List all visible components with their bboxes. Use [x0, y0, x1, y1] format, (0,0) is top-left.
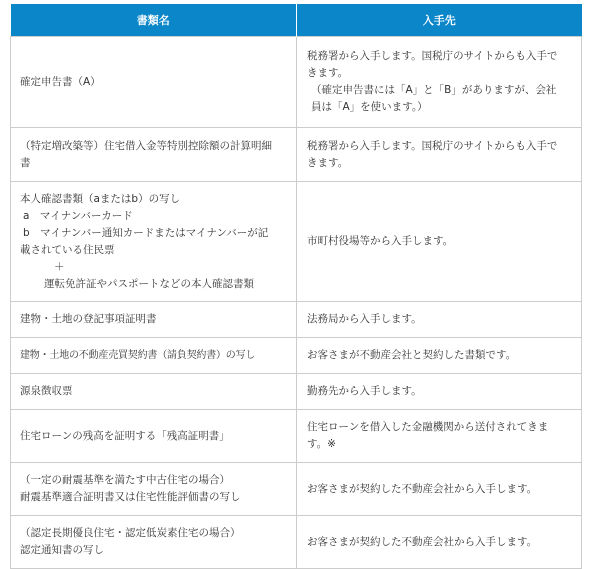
source-cell [297, 37, 582, 128]
header-document-name: 書類名 [11, 4, 297, 37]
source-line: 法務局から入手します。 [307, 313, 422, 325]
document-name-line: 認定通知書の写し [20, 544, 104, 556]
source-cell [297, 410, 582, 463]
source-cell [297, 374, 582, 410]
source-line: （確定申告書には「A」と「B」がありますが、会社 [311, 84, 557, 96]
document-name-line: b マイナンバー通知カードまたはマイナンバーが記 [23, 226, 269, 239]
source-line: お客さまが契約した不動産会社から入手します。 [307, 535, 538, 548]
document-name-line: （認定長期優良住宅・認定低炭素住宅の場合） [20, 527, 241, 539]
table-row [11, 128, 582, 182]
table-row [11, 37, 582, 128]
source-cell [297, 182, 582, 302]
source-line: きます。 [307, 67, 349, 79]
document-name-line: a マイナンバーカード [23, 209, 133, 222]
source-cell [297, 128, 582, 182]
documents-table [10, 4, 582, 569]
document-name-line: （一定の耐震基準を満たす中古住宅の場合） [20, 474, 230, 486]
document-name-line: 本人確認書類（aまたはb）の写し [20, 192, 181, 205]
document-name-cell [11, 302, 297, 338]
source-cell [297, 516, 582, 569]
table-row [11, 410, 582, 463]
source-line: す。※ [307, 438, 336, 450]
table-row [11, 182, 582, 302]
document-name-line: 運転免許証やパスポートなどの本人確認書類 [44, 277, 254, 290]
document-name-cell [11, 128, 297, 182]
header-source: 入手先 [297, 4, 582, 37]
source-line: 税務署から入手します。国税庁のサイトからも入手で [307, 139, 558, 152]
source-cell [297, 463, 582, 516]
document-name-line: 確定申告書（A） [20, 75, 101, 88]
document-name-line: 耐震基準適合証明書又は住宅性能評価書の写し [20, 491, 241, 503]
table-header-row [11, 4, 582, 37]
source-line: 市町村役場等から入手します。 [307, 235, 454, 247]
source-line: お客さまが不動産会社と契約した書類です。 [307, 349, 517, 361]
source-line: お客さまが契約した不動産会社から入手します。 [307, 482, 538, 495]
source-line: 住宅ローンを借入した金融機関から送付されてきま [307, 421, 549, 433]
table-row [11, 516, 582, 569]
document-name-line: 建物・土地の登記事項証明書 [20, 313, 157, 325]
document-name-line: 源泉徴収票 [20, 385, 73, 397]
document-name-cell [11, 374, 297, 410]
document-name-cell [11, 37, 297, 128]
document-name-line: ＋ [54, 260, 65, 273]
document-name-cell [11, 338, 297, 374]
document-name-line: 載されている住民票 [20, 243, 115, 256]
source-cell [297, 302, 582, 338]
document-name-cell [11, 182, 297, 302]
document-name-cell [11, 516, 297, 569]
document-name-cell [11, 410, 297, 463]
table-row [11, 463, 582, 516]
document-name-line: 住宅ローンの残高を証明する「残高証明書」 [20, 429, 230, 442]
document-name-line: （特定増改築等）住宅借入金等特別控除額の計算明細 [20, 139, 272, 152]
source-line: 税務署から入手します。国税庁のサイトからも入手で [307, 50, 558, 62]
source-line: 員は「A」を使います。） [311, 101, 428, 113]
document-name-line: 建物・土地の不動産売買契約書（請負契約書）の写し [20, 350, 256, 361]
document-name-line: 書 [20, 156, 31, 169]
document-name-cell [11, 463, 297, 516]
table-row [11, 338, 582, 374]
source-line: きます。 [307, 156, 349, 169]
table-row [11, 302, 582, 338]
source-line: 勤務先から入手します。 [307, 385, 422, 397]
table-row [11, 374, 582, 410]
source-cell [297, 338, 582, 374]
